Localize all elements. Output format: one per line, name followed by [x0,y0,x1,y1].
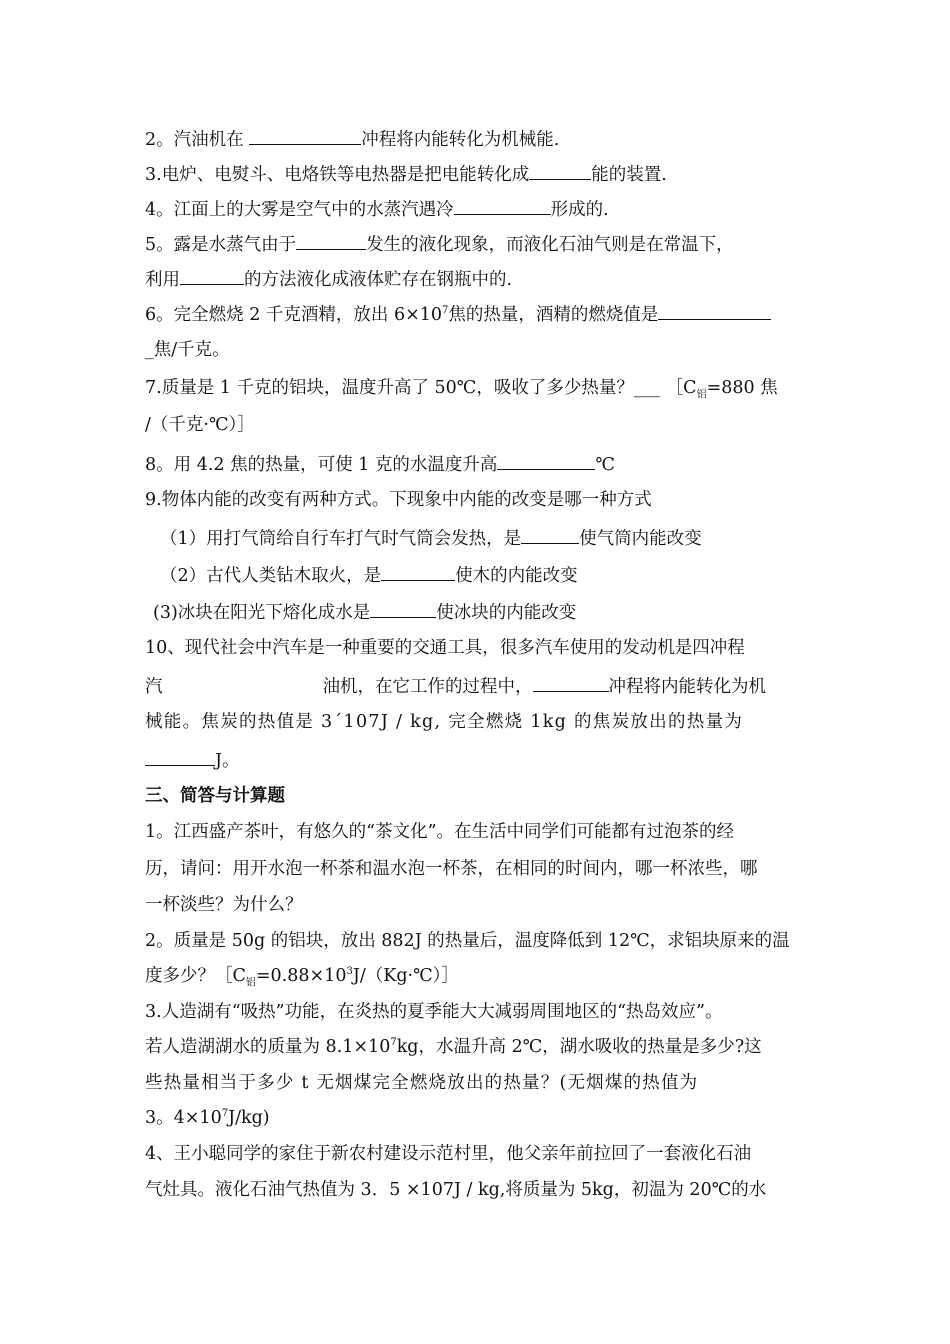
question-10-line-4: J。 [145,747,810,773]
question-10-line-1: 10、现代社会中汽车是一种重要的交通工具，很多汽车使用的发动机是四冲程 [145,638,745,658]
answer-blank [658,301,771,320]
calc-question-1-line-3: 一杯淡些？为什么？ [145,895,303,915]
calc-question-2-line-2: 度多少？$[C_铝=0.88\times 10^3J/(Kg\cdot℃)]$ [145,966,459,989]
answer-blank [497,451,595,470]
answer-blank [521,525,579,544]
answer-blank [533,673,609,692]
section-3-heading: 三、简答与计算题 [145,786,285,806]
answer-blank [529,161,591,180]
question-3: 3.电炉、电熨斗、电烙铁等电热器是把电能转化成 能的装置. [145,161,810,187]
question-10-line-3: 械能。焦炭的热值是 3´107J / kg, 完全燃烧 1kg 的焦炭放出的热量为 [145,712,744,732]
question-7-line-2: /（千克·℃）］ [145,415,255,435]
question-2: 2。汽油机在 冲程将内能转化为机械能. [145,126,810,152]
question-9-item-2: （2）古代人类钻木取火，是 使木的内能改变 [160,562,825,588]
answer-blank [370,599,436,618]
question-9-item-1: （1）用打气筒给自行车打气时气筒会发热，是 使气筒内能改变 [160,525,825,551]
calc-question-4-line-1: 4、王小聪同学的家住于新农村建设示范村里，他父亲年前拉回了一套液化石油 [145,1144,752,1164]
answer-blank [381,562,455,581]
question-6-line-2: _焦/千克。 [145,340,230,360]
calc-question-3-line-1: 3.人造湖有“吸热”功能，在炎热的夏季能大大减弱周围地区的“热岛效应”。 [145,1002,723,1022]
question-5-line-1: 5。露是水蒸气由于 发生的液化现象，而液化石油气则是在常温下， [145,231,810,257]
question-10-line-2: 汽 油机，在它工作的过程中， 冲程将内能转化为机 [145,673,810,699]
question-8: 8。用 4.2 焦的热量，可使 1 克的水温度升高 ℃ [145,451,810,477]
answer-blank [145,747,215,766]
calc-question-4-line-2: 气灶具。液化石油气热值为 3．5 ×107J / kg,将质量为 5kg，初温为 20℃的水 [145,1180,767,1200]
answer-blank [454,196,551,215]
question-9-item-3: (3)冰块在阳光下熔化成水是 使冰块的内能改变 [153,599,818,625]
calc-question-3-line-2: 若人造湖湖水的质量为 $8.1\times 10^7kg$，水温升高 2℃，湖水吸收的热量是多少?这 [145,1037,762,1057]
answer-blank [296,231,366,250]
calc-question-3-line-3: 些热量相当于多少 t 无烟煤完全燃烧放出的热量？(无烟煤的热值为 [145,1073,699,1093]
question-7-line-1: 7.质量是 1 千克的铝块，温度升高了 50℃，吸收了多少热量？___ $[C_铝=880$ 焦 [145,378,778,401]
calc-question-1-line-2: 历，请问：用开水泡一杯茶和温水泡一杯茶，在相同的时间内，哪一杯浓些，哪 [145,859,758,879]
question-5-line-2: 利用 的方法液化成液体贮存在钢瓶中的. [145,266,810,292]
calc-question-2-line-1: 2。质量是 50g 的铝块，放出 882J 的热量后，温度降低到 12℃，求铝块原来的温 [145,931,790,951]
question-9: 9.物体内能的改变有两种方式。下现象中内能的改变是哪一种方式 [145,490,652,510]
answer-blank [249,126,361,145]
question-6-line-1: 6。完全燃烧 2 千克酒精，放出 $6\times 10^7$焦的热量，酒精的燃烧值是 [145,301,810,327]
calc-question-3-line-4: 3。$4\times 10^7J/kg$) [145,1108,270,1128]
calc-question-1-line-1: 1。江西盛产茶叶，有悠久的“茶文化”。在生活中同学们可能都有过泡茶的经 [145,822,735,842]
question-4: 4。江面上的大雾是空气中的水蒸汽遇冷 形成的. [145,196,810,222]
answer-blank [180,266,244,285]
